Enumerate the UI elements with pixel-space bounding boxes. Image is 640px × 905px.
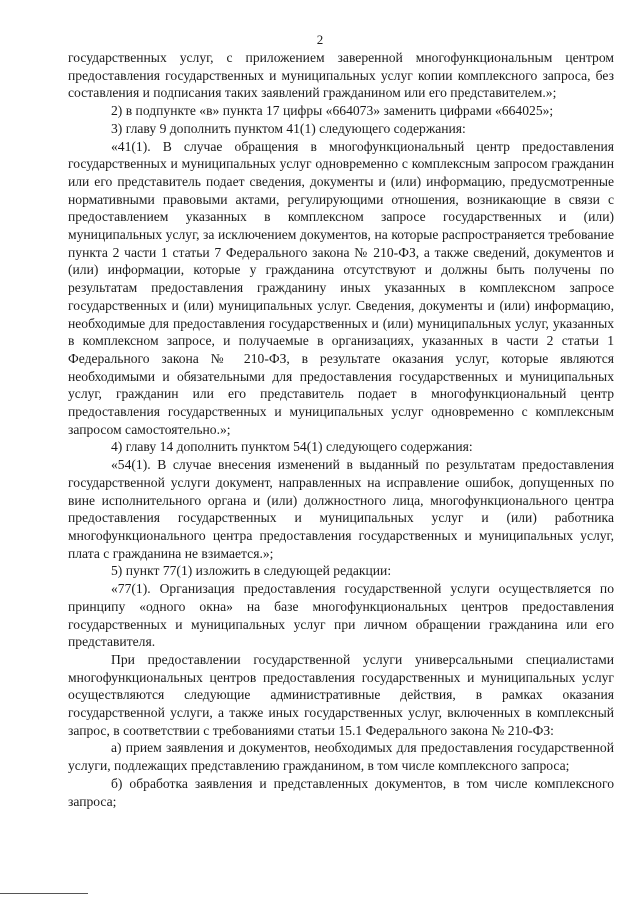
- paragraph-point-77-1: «77(1). Организация предоставления государственной услуги осуществляется по принципу «одного окна» на базе многофункциональных центров предоставления государственных и муниципальных услуг при личном обращении гражданина или его представителя.: [68, 581, 614, 650]
- page-number: 2: [316, 32, 324, 47]
- footer-divider: [0, 893, 88, 894]
- document-body: [68, 49, 614, 810]
- paragraph-item-3: 3) главу 9 дополнить пунктом 41(1) следующего содержания:: [111, 120, 466, 136]
- paragraph-continuation: государственных услуг, с приложением заверенной многофункциональным центром предоставления государственных и муниципальных услуг копии комплексного запроса, без составления и подписания таких заявлений гражданином или его представителем.»;: [68, 50, 614, 101]
- paragraph-administrative-actions: При предоставлении государственной услуги универсальными специалистами многофункциональных центров предоставления государственных и муниципальных услуг осуществляются следующие административные действия, в рамках оказания государственной услуги, а также иных государственных услуг, включенных в комплексный запрос, в соответствии с требованиями статьи 15.1 Федерального закона № 210-ФЗ:: [68, 651, 614, 738]
- paragraph-item-4: 4) главу 14 дополнить пунктом 54(1) следующего содержания:: [111, 439, 473, 455]
- paragraph-item-2: 2) в подпункте «в» пункта 17 цифры «664073» заменить цифрами «664025»;: [111, 103, 554, 119]
- paragraph-item-5: 5) пункт 77(1) изложить в следующей редакции:: [111, 563, 392, 579]
- paragraph-point-41-1: «41(1). В случае обращения в многофункциональный центр предоставления государственных и муниципальных услуг одновременно с комплексным запросом гражданин или его представитель подает сведения, документы и (или) информацию, предусмотренные нормативными правовыми актами, регулирующими отношения, возникающие в связи с предоставлением указанных в комплексном запросе государственных и (или) муниципальных услуг, за исключением документов, на которые распространяется требование пункта 2 части 1 статьи 7 Федерального закона № 210-ФЗ, а также сведений, документов и (или) информации, которые у гражданина отсутствуют и должны быть получены по результатам предоставления гражданину иных указанных в комплексном запросе государственных и (или) муниципальных услуг. Сведения, документы и (или) информацию, необходимые для предоставления государственных и (или) муниципальных услуг, указанных в комплексном запросе, и получаемые в организациях, указанных в части 2 статьи 1 Федерального закона № 210-ФЗ, в результате оказания услуг, которые являются необходимыми и обязательными для предоставления государственных и муниципальных услуг, гражданин или его представитель подает в многофункциональный центр предоставления государственных и муниципальных услуг одновременно с комплексным запросом самостоятельно.»;: [68, 138, 614, 437]
- paragraph-subitem-b: б) обработка заявления и представленных документов, в том числе комплексного запроса;: [68, 775, 614, 809]
- paragraph-point-54-1: «54(1). В случае внесения изменений в выданный по результатам предоставления государственной услуги документ, направленных на исправление ошибок, допущенных по вине исполнительного органа и (или) должностного лица, многофункционального центра предоставления государственных и муниципальных услуг и (или) работника многофункционального центра предоставления государственных и муниципальных услуг, плата с гражданина не взимается.»;: [68, 457, 614, 561]
- paragraph-subitem-a: а) прием заявления и документов, необходимых для предоставления государственной услуги, подлежащих представлению гражданином, в том числе комплексного запроса;: [68, 740, 614, 774]
